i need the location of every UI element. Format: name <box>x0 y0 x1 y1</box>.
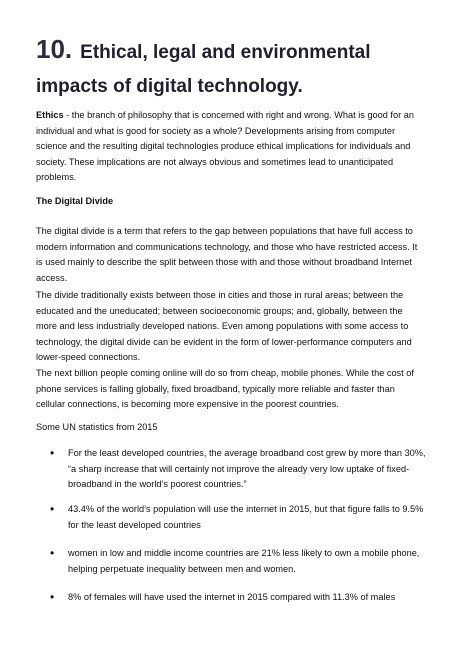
bullet-icon: • <box>50 446 55 460</box>
bullet-icon: • <box>50 590 55 604</box>
list-item-text: For the least developed countries, the average broadband cost grew by more than 30%, “a sharp increase that will certainly not improve the already very low uptake of fixed-broadband in the world’s poorest countries.” <box>68 448 426 489</box>
un-stats-intro: Some UN statistics from 2015 <box>36 422 158 432</box>
bullet-icon: • <box>50 502 55 516</box>
digital-divide-paragraph-1: The digital divide is a term that refers to the gap between populations that have full access to modern information and communications technology, and those who have restricted access. It is used mainly to describe the split between those with and those without broadband Internet access. <box>36 226 418 283</box>
list-item <box>50 502 428 533</box>
list-item <box>50 590 428 606</box>
bullet-icon: • <box>50 546 55 560</box>
list-item-text: women in low and middle income countries are 21% less likely to own a mobile phone, helping perpetuate inequality between men and women. <box>68 548 420 574</box>
section-number: 10. <box>36 34 73 64</box>
section-title-line-1: Ethical, legal and environmental <box>80 42 371 63</box>
section-title-line-2: impacts of digital technology. <box>36 76 303 97</box>
digital-divide-paragraph-3: The next billion people coming online will do so from cheap, mobile phones. While the cost of phone services is falling globally, fixed broadband, typically more reliable and faster than cellular connections, is becoming more expensive in the poorest countries. <box>36 368 414 409</box>
digital-divide-paragraph-2: The divide traditionally exists between those in cities and those in rural areas; between the educated and the uneducated; between socioeconomic groups; and, globally, between the more and less industrially developed nations. Even among populations with some access to technology, the digital divide can be evident in the form of lower-performance computers and lower-speed connections. <box>36 290 412 362</box>
list-item-text: 8% of females will have used the internet in 2015 compared with 11.3% of males <box>68 592 396 602</box>
list-item-text: 43.4% of the world’s population will use the internet in 2015, but that figure falls to 9.5% for the least developed countries <box>68 504 424 530</box>
section-heading <box>36 30 416 104</box>
list-item <box>50 446 428 493</box>
ethics-paragraph <box>36 108 424 186</box>
ethics-definition: - the branch of philosophy that is concerned with right and wrong. What is good for an individual and what is good for society as a whole? Developments arising from computer science and the resulting digital technologies produce ethical implications for individuals and society. These implications are not always obvious and sometimes lead to unanticipated problems. <box>36 110 414 182</box>
digital-divide-subheading: The Digital Divide <box>36 196 114 206</box>
list-item <box>50 546 428 577</box>
ethics-term: Ethics <box>36 110 64 120</box>
